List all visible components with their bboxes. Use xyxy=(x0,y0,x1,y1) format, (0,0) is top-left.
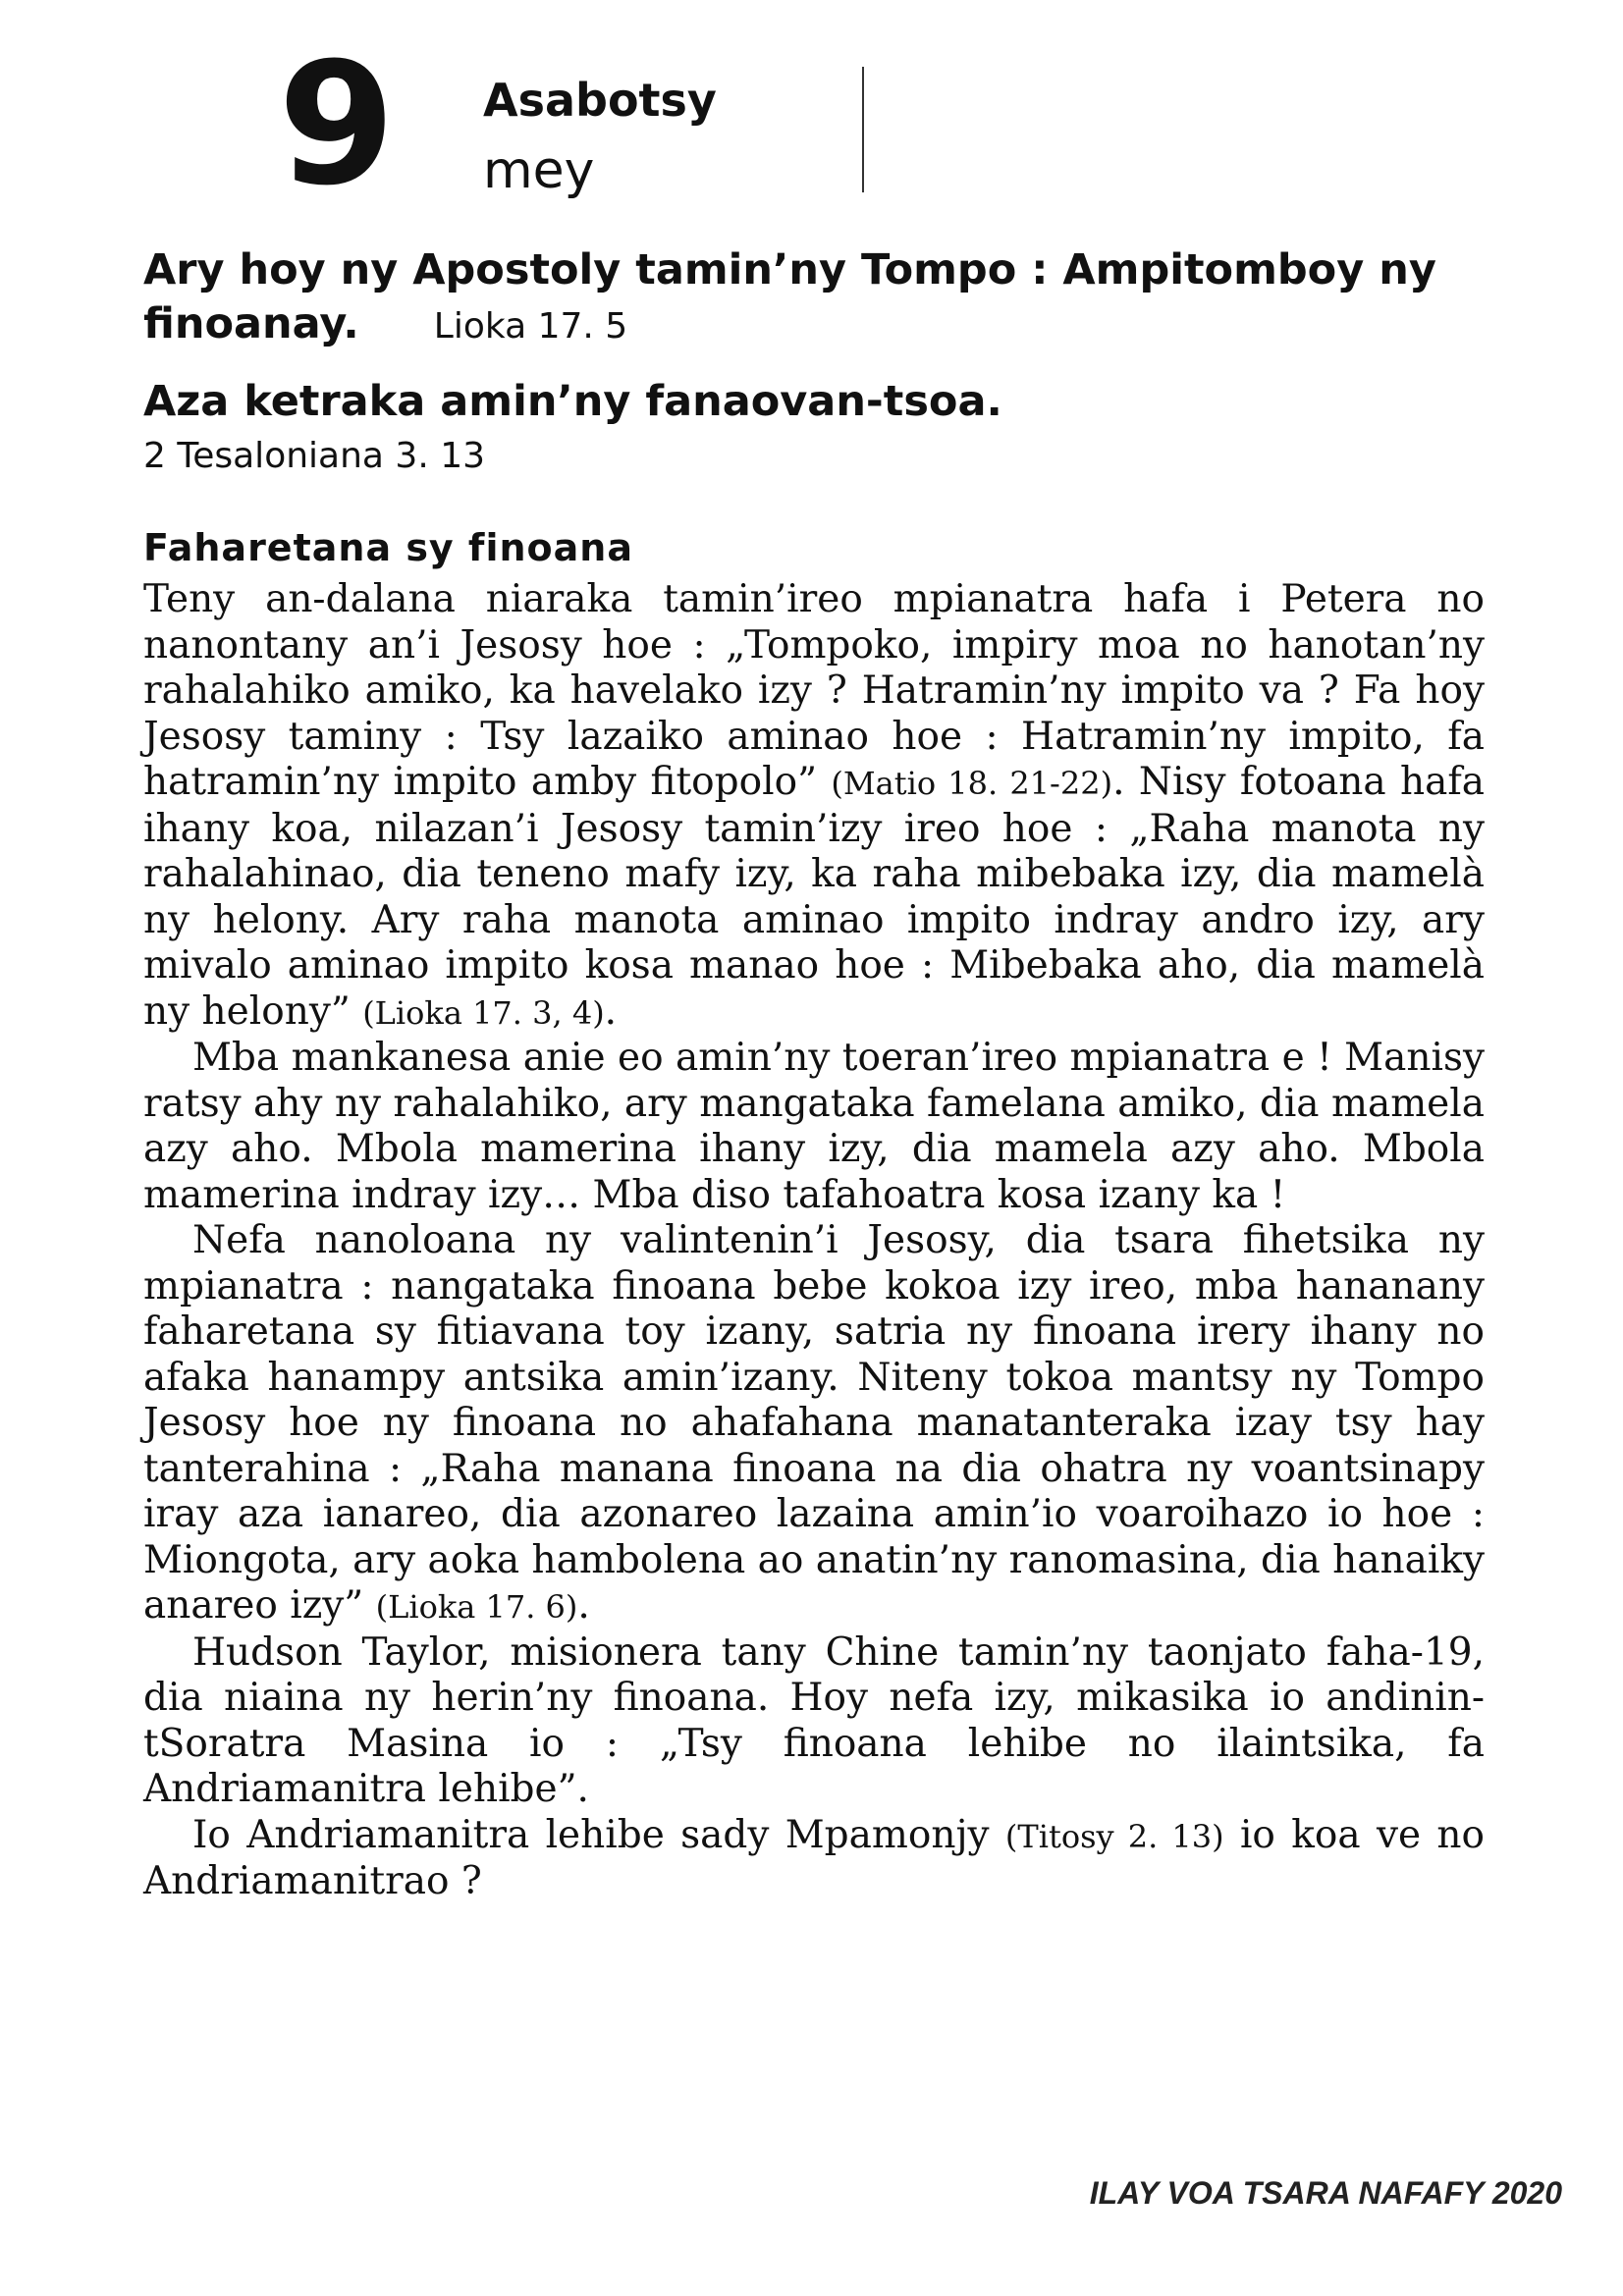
paragraph-3 xyxy=(143,1218,1485,1630)
paragraph-5-text: Io Andriamanitra lehibe sady Mpamonjy xyxy=(192,1812,1005,1857)
weekday-label: Asabotsy xyxy=(483,74,717,127)
date-header xyxy=(0,0,1623,223)
day-number: 9 xyxy=(278,26,392,223)
paragraph-3-text: Nefa nanoloana ny valintenin’i Jesosy, dia tsara fihetsika ny mpianatra : nangataka finoana bebe kokoa izy ireo, mba hananany faharetana sy fitiavana toy izany, satria ny finoana irery ihany no afaka hanampy antsika amin’izany. Niteny tokoa mantsy ny Tompo Jesosy hoe ny finoana no ahafahana manatanteraka izay tsy hay tanterahina : „Raha manana finoana na dia ohatra ny voantsinapy iray aza ianareo, dia azonareo lazaina amin’io voaroihazo io hoe : Miongota, ary aoka hambolena ao anatin’ny ranomasina, dia hanaiky anareo izy” xyxy=(143,1218,1485,1628)
verse-of-day xyxy=(143,243,1488,353)
scripture-ref: (Titosy 2. 13) xyxy=(1004,1817,1224,1855)
devotional-body xyxy=(143,577,1485,1905)
paragraph-5-end: io koa ve no Andriamanitrao ? xyxy=(143,1812,1485,1903)
paragraph-2: Mba mankanesa anie eo amin’ny toeran’ireo mpianatra e ! Manisy ratsy ahy ny rahalahiko, ary mangataka famelana amiko, dia mamela azy aho. Mbola mamerina ihany izy, dia mamela azy aho. Mbola mamerina indray izy… Mba diso tafahoatra kosa izany ka ! xyxy=(143,1036,1485,1217)
paragraph-1-text-cont: . Nisy fotoana hafa ihany koa, nilazan’i Jesosy tamin’izy ireo hoe : „Raha manota ny rahalahinao, dia teneno mafy izy, ka raha mibebaka izy, dia mamelà ny helony. Ary raha manota aminao impito indray andro izy, ary mivalo aminao impito kosa manao hoe : Mibebaka aho, dia mamelà ny helony” xyxy=(143,760,1486,1034)
verse-reference: Lioka 17. 5 xyxy=(433,306,628,347)
paragraph-4: Hudson Taylor, misionera tany Chine tamin’ny taonjato faha-19, dia niaina ny herin’ny finoana. Hoy nefa izy, mikasika io andinin-tSoratra Masina io : „Tsy finoana lehibe no ilaintsika, fa Andriamanitra lehibe”. xyxy=(143,1629,1485,1811)
publication-footer: ILAY VOA TSARA NAFAFY 2020 xyxy=(1089,2175,1562,2211)
second-verse-text: Aza ketraka amin’ny fanaovan-tsoa. xyxy=(143,377,1002,426)
header-divider xyxy=(862,67,864,192)
paragraph-5 xyxy=(143,1813,1485,1905)
scripture-ref: (Lioka 17. 6) xyxy=(375,1588,578,1626)
second-verse-reference: 2 Tesaloniana 3. 13 xyxy=(143,436,486,476)
scripture-ref: (Lioka 17. 3, 4) xyxy=(362,993,605,1032)
paragraph-1-text: Teny an-dalana niaraka tamin’ireo mpianatra hafa i Petera no nanontany an’i Jesosy hoe : „Tompoko, impiry moa no hanotan’ny rahalahiko amiko, ka havelako izy ? Hatramin’ny impito va ? Fa hoy Jesosy taminy : Tsy lazaiko aminao hoe : Hatramin’ny impito, fa hatramin’ny impito amby fitopolo” xyxy=(143,577,1485,804)
paragraph-3-end: . xyxy=(577,1583,590,1628)
month-label: mey xyxy=(483,141,595,200)
verse-text: Ary hoy ny Apostoly tamin’ny Tompo : Ampitomboy ny finoanay. xyxy=(143,245,1436,348)
paragraph-1 xyxy=(143,577,1485,1036)
devotional-title: Faharetana sy finoana xyxy=(143,526,633,569)
scripture-ref: (Matio 18. 21-22) xyxy=(831,765,1113,802)
second-verse xyxy=(143,375,1488,429)
paragraph-1-end: . xyxy=(604,988,618,1034)
